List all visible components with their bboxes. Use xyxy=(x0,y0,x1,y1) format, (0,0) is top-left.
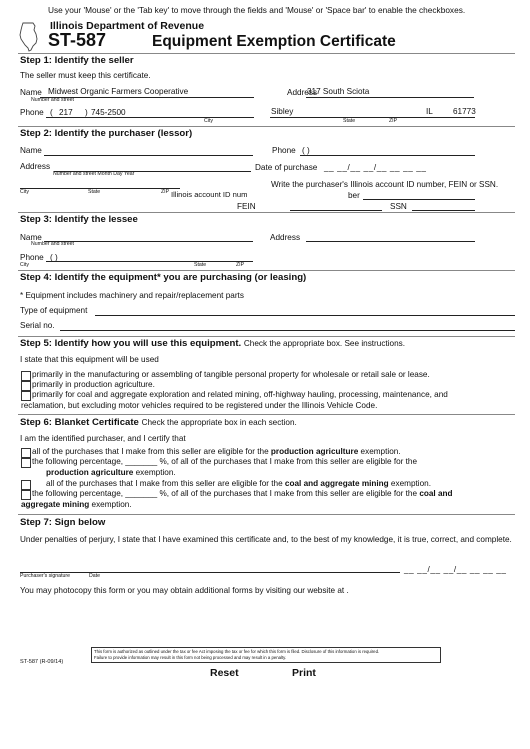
seller-phone-area[interactable]: 217 xyxy=(59,108,73,117)
divider xyxy=(18,126,515,127)
equipment-type-label: Type of equipment xyxy=(20,306,88,315)
seller-name-value: Midwest Organic Farmers Cooperative xyxy=(48,87,189,96)
coal-mining-checkbox[interactable] xyxy=(21,391,31,401)
manufacturing-option: primarily in the manufacturing or assembling of tangible personal property for wholesale or retail sale or lease. xyxy=(32,370,430,379)
purchaser-zip-label: ZIP xyxy=(161,189,170,195)
ber-label: ber xyxy=(348,191,360,200)
form-title: Equipment Exemption Certificate xyxy=(152,33,396,50)
step2-title: Step 2: Identify the purchaser (lessor) xyxy=(20,128,193,139)
photocopy-note: You may photocopy this form or you may obtain additional forms by visiting our website at . xyxy=(20,586,349,595)
purchaser-phone-parens: ( ) xyxy=(302,146,310,155)
reset-button[interactable]: Reset xyxy=(210,667,239,679)
production-agriculture-option: primarily in production agriculture. xyxy=(32,380,155,389)
seller-address-field[interactable] xyxy=(306,97,474,98)
ssn-field[interactable] xyxy=(412,210,475,211)
percent-coal-mining-option: the following percentage, _______ %, of all of the purchases that I make from this seller are eligible for the coal and xyxy=(32,489,453,498)
production-agriculture-checkbox[interactable] xyxy=(21,381,31,391)
purchaser-city-field[interactable] xyxy=(20,188,180,189)
step4-title: Step 4: Identify the equipment* you are purchasing (or leasing) xyxy=(20,272,307,283)
date-of-purchase-label: Date of purchase xyxy=(255,163,318,172)
divider xyxy=(18,53,515,54)
step7-title: Step 7: Sign below xyxy=(20,517,106,528)
seller-zip-value: 61773 xyxy=(453,107,476,116)
step5-statement: I state that this equipment will be used xyxy=(20,355,159,364)
step6-title: Step 6: Blanket Certificate Check the appropriate box in each section. xyxy=(20,417,297,428)
step3-title: Step 3: Identify the lessee xyxy=(20,214,138,225)
form-number: ST-587 xyxy=(48,30,107,50)
divider xyxy=(18,514,515,515)
divider xyxy=(18,414,515,415)
seller-city-field[interactable] xyxy=(270,117,475,118)
seller-phone-number[interactable]: 745-2500 xyxy=(91,108,126,117)
il-account-field[interactable] xyxy=(363,199,475,200)
percent-coal-mining-checkbox[interactable] xyxy=(21,490,31,500)
purchaser-signature-label: Purchaser's signature xyxy=(20,573,71,579)
signature-field[interactable] xyxy=(20,572,400,573)
lessee-phone-parens: ( ) xyxy=(50,253,58,262)
date-of-purchase-field[interactable]: __ __/__ __/__ __ __ __ xyxy=(324,163,427,172)
city-label: City xyxy=(204,118,213,124)
lessee-name-label: Name xyxy=(20,233,42,242)
il-account-label: Illinois account ID num xyxy=(171,190,248,199)
lessee-city-label: City xyxy=(20,262,29,268)
address-sub-label: Number and street Month Day Year xyxy=(53,171,135,177)
seller-address-label: Address xyxy=(287,88,318,97)
all-coal-mining-checkbox[interactable] xyxy=(21,480,31,490)
instruction-text: Use your 'Mouse' or the 'Tab key' to move through the fields and 'Mouse' or 'Space bar' to enable the checkboxes. xyxy=(48,5,466,15)
write-instruction: Write the purchaser's Illinois account ID number, FEIN or SSN. xyxy=(271,180,499,189)
number-street-label: Number and street xyxy=(31,97,74,103)
lessee-address-label: Address xyxy=(270,233,301,242)
divider xyxy=(18,270,515,271)
lessee-zip-label: ZIP xyxy=(236,262,245,268)
purchaser-city-label: City xyxy=(20,189,29,195)
equipment-type-field[interactable] xyxy=(95,315,515,316)
signature-date-label: Date xyxy=(89,573,100,579)
lessee-name-field[interactable] xyxy=(44,241,253,242)
all-coal-mining-option: all of the purchases that I make from this seller are eligible for the coal and aggregate mining exemption. xyxy=(46,479,431,488)
perjury-statement: Under penalties of perjury, I state that I have examined this certificate and, to the best of my knowledge, it is true, correct, and complete. xyxy=(20,535,512,544)
purchaser-address-label: Address xyxy=(20,162,51,171)
purchaser-phone-field[interactable] xyxy=(300,155,475,156)
illinois-state-icon xyxy=(18,22,42,52)
divider xyxy=(18,212,515,213)
divider xyxy=(18,336,515,337)
agency-name: Illinois Department of Revenue xyxy=(50,20,205,32)
all-production-agriculture-checkbox[interactable] xyxy=(21,448,31,458)
signature-date-field[interactable]: __ __/__ __/__ __ __ __ xyxy=(404,565,507,574)
step5-title: Step 5: Identify how you will use this equipment. Check the appropriate box. See instructions. xyxy=(20,338,406,349)
all-production-agriculture-option: all of the purchases that I make from this seller are eligible for the production agriculture exemption. xyxy=(32,447,401,456)
seller-address-value: 317 South Sciota xyxy=(307,87,370,96)
coal-mining-option-line1: primarily for coal and aggregate exploration and related mining, off-highway hauling, processing, maintenance, and xyxy=(32,390,448,399)
disclosure-line2: Failure to provide information may result in this form not being processed and may result in a penalty. xyxy=(94,655,287,660)
lessee-state-label: State xyxy=(194,262,207,268)
form-code: ST-587 (R-09/14) xyxy=(20,659,64,665)
serial-no-field[interactable] xyxy=(60,330,515,331)
manufacturing-checkbox[interactable] xyxy=(21,371,31,381)
fein-field[interactable] xyxy=(290,210,382,211)
seller-state-value: IL xyxy=(426,107,433,116)
purchaser-state-label: State xyxy=(88,189,101,195)
equipment-footnote: * Equipment includes machinery and repair/replacement parts xyxy=(20,291,244,300)
disclosure-line1: This form is authorized as outlined under the tax or fee Act imposing the tax or fee for which this form is filed. Disclosure of this information is required. xyxy=(94,649,380,654)
percent-production-agriculture-checkbox[interactable] xyxy=(21,458,31,468)
seller-phone-label: Phone xyxy=(20,108,44,117)
step1-title: Step 1: Identify the seller xyxy=(20,55,134,66)
percent-production-agriculture-option: the following percentage, _______ %, of all of the purchases that I make from this seller are eligible for the xyxy=(32,457,418,466)
purchaser-name-field[interactable] xyxy=(44,155,253,156)
seller-phone-field[interactable] xyxy=(46,117,254,118)
purchaser-phone-label: Phone xyxy=(272,146,296,155)
percent-coal-mining-option-line2: aggregate mining exemption. xyxy=(21,500,132,509)
step6-statement: I am the identified purchaser, and I certify that xyxy=(20,434,186,443)
state-label: State xyxy=(343,118,356,124)
purchaser-name-label: Name xyxy=(20,146,42,155)
serial-no-label: Serial no. xyxy=(20,321,55,330)
disclosure-box xyxy=(91,647,441,663)
lessee-number-street-label: Number and street xyxy=(31,241,74,247)
percent-production-agriculture-option-line2: production agriculture exemption. xyxy=(46,468,176,477)
print-button[interactable]: Print xyxy=(292,667,316,679)
coal-mining-option-line2: reclamation, but excluding motor vehicles required to be registered under the Illinois Vehicle Code. xyxy=(21,401,378,410)
lessee-phone-label: Phone xyxy=(20,253,44,262)
keep-note: The seller must keep this certificate. xyxy=(20,71,151,80)
lessee-phone-field[interactable] xyxy=(46,261,253,262)
zip-label: ZIP xyxy=(389,118,398,124)
lessee-address-field[interactable] xyxy=(306,241,475,242)
seller-city-value: Sibley xyxy=(271,107,294,116)
fein-label: FEIN xyxy=(237,202,256,211)
ssn-label: SSN xyxy=(390,202,407,211)
seller-name-label: Name xyxy=(20,88,42,97)
